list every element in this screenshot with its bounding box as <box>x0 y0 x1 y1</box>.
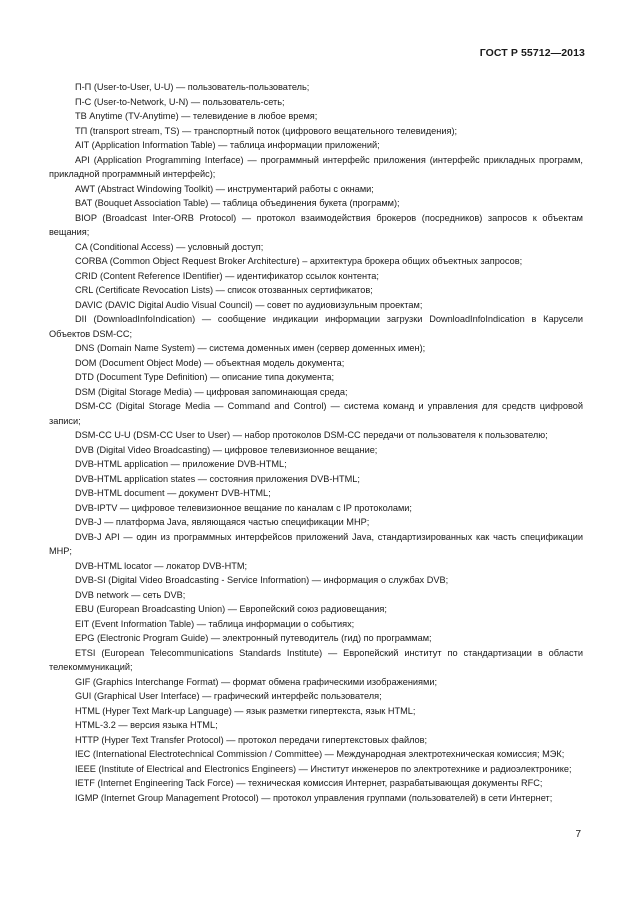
abbreviation-entry: AWT (Abstract Windowing Toolkit) — инструментарий работы с окнами; <box>75 183 374 194</box>
abbreviation-entry: DII (DownloadInfoIndication) — сообщение индикации информации загрузки DownloadInfoIndication в Карусели Объектов DSM-CC; <box>49 314 583 339</box>
abbreviation-entry: EPG (Electronic Program Guide) — электронный путеводитель (гид) по программам; <box>75 633 432 643</box>
abbreviation-entry: BAT (Bouquet Association Table) — таблица объединения букета (программ); <box>75 198 400 208</box>
abbreviation-entry: ТВ Anytime (TV-Anytime) — телевидение в любое время; <box>75 111 318 121</box>
abbreviation-entry: HTML (Hyper Text Mark-up Language) — язык разметки гипертекста, язык HTML; <box>75 705 416 716</box>
abbreviation-entry: DVB-HTML application states — состояния приложения DVB-HTML; <box>75 473 360 484</box>
abbreviation-entry: DVB-HTML locator — локатор DVB-HTM; <box>75 560 248 571</box>
abbreviation-entry: EIT (Event Information Table) — таблица информации о событиях; <box>75 618 355 629</box>
abbreviation-entry: HTTP (Hyper Text Transfer Protocol) — протокол передачи гипертекстовых файлов; <box>75 734 428 745</box>
abbreviation-entry: CRL (Certificate Revocation Lists) — список отозванных сертификатов; <box>75 285 373 295</box>
abbreviation-entry: HTML-3.2 — версия языка HTML; <box>75 720 218 730</box>
abbreviation-entry: CA (Conditional Access) — условный доступ; <box>75 241 264 252</box>
abbreviation-entry: GIF (Graphics Interchange Format) — формат обмена графическими изображениями; <box>75 676 438 687</box>
page-number: 7 <box>575 829 581 840</box>
abbreviation-entry: DVB-HTML application — приложение DVB-HTML; <box>75 459 287 469</box>
abbreviation-entry: DOM (Document Object Mode) — объектная модель документа; <box>75 357 345 368</box>
abbreviation-entry: ТП (transport stream, TS) — транспортный поток (цифрового вещательного телевидения); <box>75 125 458 136</box>
abbreviation-entry: API (Application Programming Interface) — программный интерфейс приложения (интерфейс прикладных программ, прикладной программный интерфейс); <box>49 154 583 179</box>
abbreviation-entry: IEEE (Institute of Electrical and Electronics Engineers) — Институт инженеров по электротехнике и радиоэлектронике; <box>75 763 572 774</box>
abbreviation-entry: DVB-J — платформа Java, являющаяся частью спецификации MHP; <box>75 517 370 527</box>
abbreviation-entry: DVB-J API — один из программных интерфейсов приложений Java, стандартизированных как часть спецификации MHP; <box>49 531 583 556</box>
abbreviation-entry: GUI (Graphical User Interface) — графический интерфейс пользователя; <box>75 691 382 701</box>
document-header-code: ГОСТ Р 55712—2013 <box>479 47 585 59</box>
abbreviation-entry: IGMP (Internet Group Management Protocol) — протокол управления группами (пользователей) в сети Интернет; <box>75 792 553 803</box>
abbreviation-entry: DTD (Document Type Definition) — описание типа документа; <box>75 372 334 382</box>
abbreviation-entry: IEC (International Electrotechnical Commission / Committee) — Международная электротехническая комиссия; МЭК; <box>75 749 565 759</box>
abbreviation-entry: DVB-HTML document — документ DVB-HTML; <box>75 488 271 498</box>
abbreviation-entry: П-П (User-to-User, U-U) — пользователь-пользователь; <box>75 82 310 92</box>
abbreviation-entry: IETF (Internet Engineering Tack Force) — техническая комиссия Интернет, разрабатывающая документы RFC; <box>75 778 543 788</box>
abbreviation-entry: CRID (Content Reference IDentifier) — идентификатор ссылок контента; <box>75 270 379 281</box>
abbreviation-entry: DSM (Digital Storage Media) — цифровая запоминающая среда; <box>75 386 348 397</box>
abbreviation-entry: П-С (User-to-Network, U-N) — пользователь-сеть; <box>75 96 285 107</box>
abbreviation-entry: DSM-CC U-U (DSM-CC User to User) — набор протоколов DSM-CC передачи от пользователя к пользователю; <box>75 430 548 440</box>
abbreviation-entry: CORBA (Common Object Request Broker Architecture) – архитектура брокера общих объектных запросов; <box>75 256 523 266</box>
abbreviation-entry: DVB-SI (Digital Video Broadcasting - Service Information) — информация о службах DVB; <box>75 575 449 585</box>
abbreviations-list <box>49 80 583 805</box>
abbreviation-entry: DVB-IPTV — цифровое телевизионное вещание по каналам с IP протоколами; <box>75 502 412 513</box>
abbreviation-entry: DAVIC (DAVIC Digital Audio Visual Council) — совет по аудиовизульным проектам; <box>75 299 423 310</box>
abbreviation-entry: BIOP (Broadcast Inter-ORB Protocol) — протокол взаимодействия брокеров (посредников) запросов к объектам вещания; <box>49 212 583 237</box>
abbreviation-entry: DSM-CC (Digital Storage Media — Command and Control) — система команд и управления для средств цифровой записи; <box>49 401 583 426</box>
abbreviation-entry: DVB (Digital Video Broadcasting) — цифровое телевизионное вещание; <box>75 444 378 455</box>
abbreviation-entry: EBU (European Broadcasting Union) — Европейский союз радиовещания; <box>75 604 387 614</box>
abbreviation-entry: DVB network — сеть DVB; <box>75 589 186 600</box>
abbreviation-entry: DNS (Domain Name System) — система доменных имен (сервер доменных имен); <box>75 343 426 353</box>
abbreviation-entry: ETSI (European Telecommunications Standards Institute) — Европейский институт по стандартизации в области телекоммуникаций; <box>49 647 583 672</box>
abbreviation-entry: AIT (Application Information Table) — таблица информации приложений; <box>75 140 380 150</box>
